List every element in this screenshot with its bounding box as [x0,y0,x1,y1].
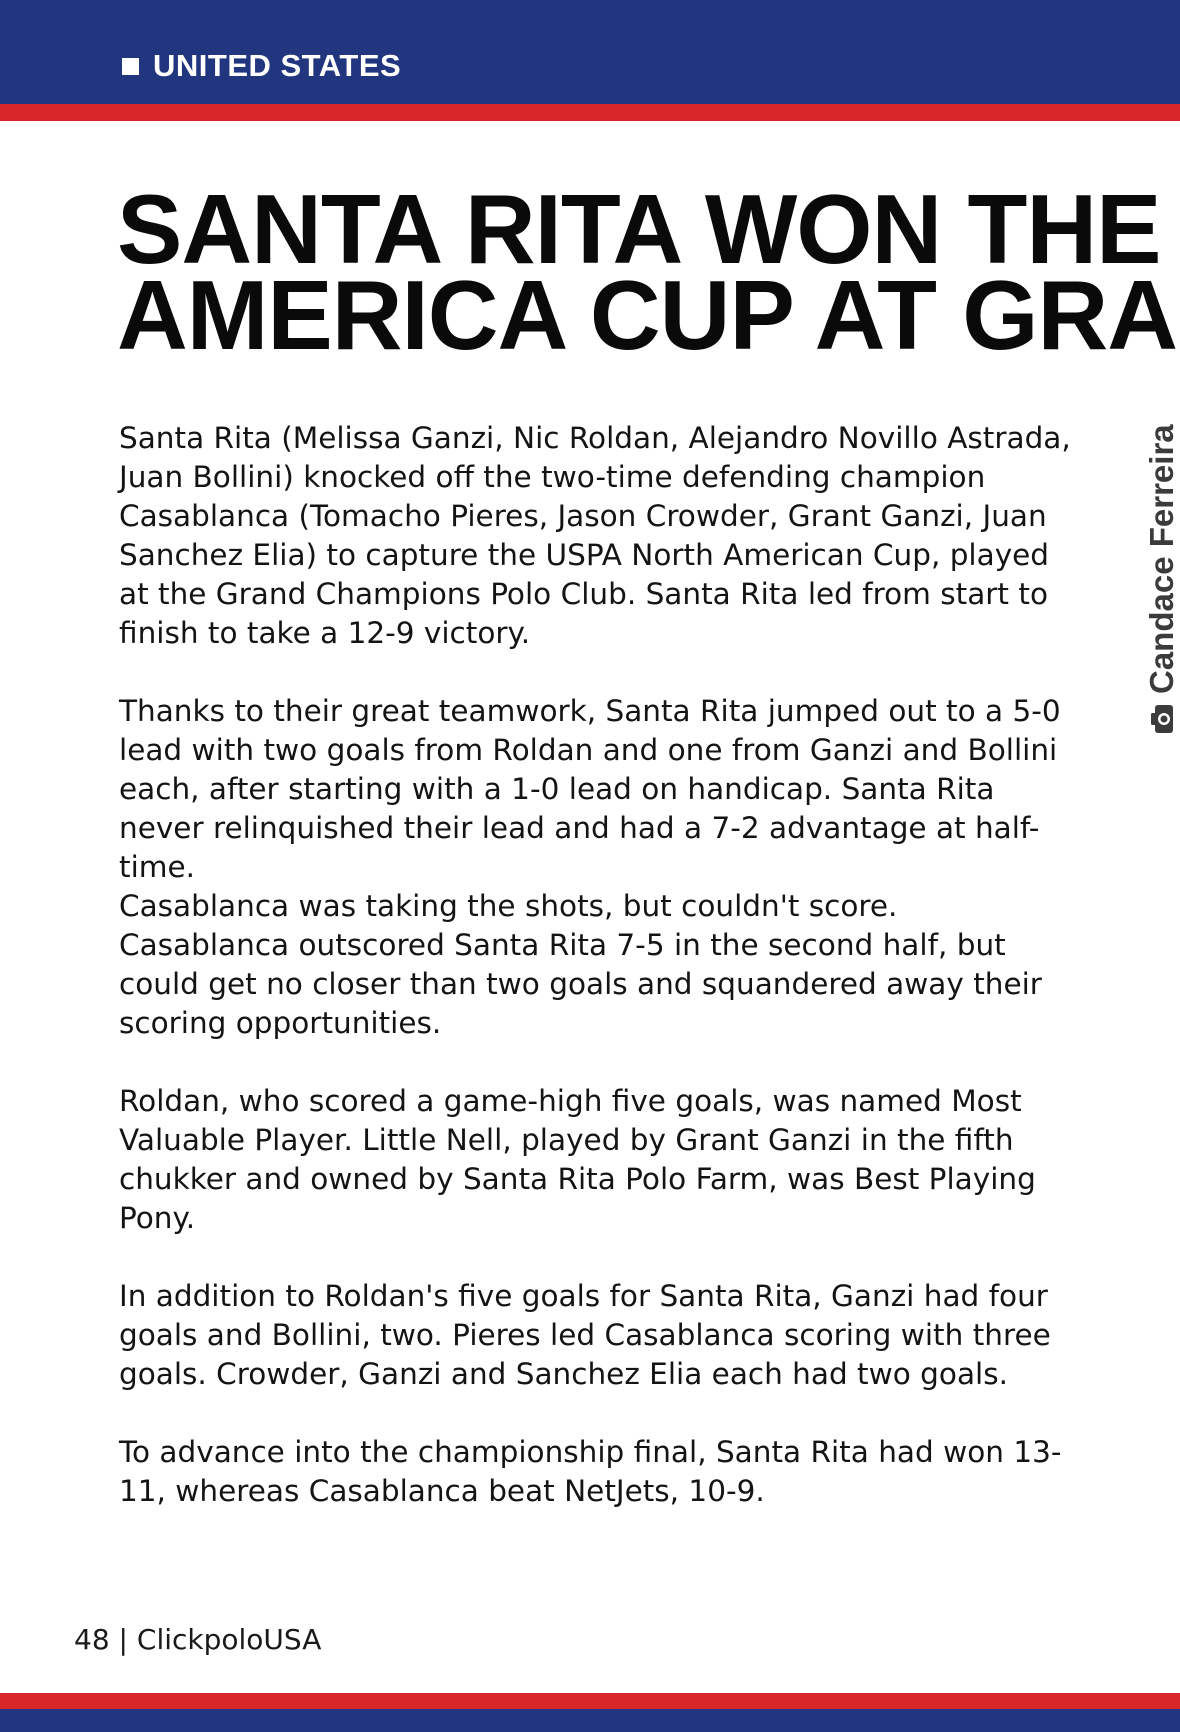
photographer-name: Candace Ferreira [1143,424,1180,694]
paragraph: Thanks to their great teamwork, Santa Rita jumped out to a 5-0 lead with two goals from Roldan and one from Ganzi and Bollini each, after starting with a 1-0 lead on handicap. Santa Rita never relinquished their lead and had a 7-2 advantage at half-time. [119,694,1061,884]
paragraph: Casablanca was taking the shots, but couldn't score. [119,889,898,923]
footer-band [0,1709,1180,1732]
page-footer [74,1623,321,1656]
section-label [122,46,401,86]
header-red-stripe [0,104,1180,121]
article-headline [117,186,1180,358]
headline-line-2: AMERICA CUP AT GRA [117,260,1177,358]
headline-line-1: SANTA RITA WON THE [117,186,1161,284]
paragraph: Santa Rita (Melissa Ganzi, Nic Roldan, Alejandro Novillo Astrada, Juan Bollini) knocked off the two-time defending champion Casablanca (Tomacho Pieres, Jason Crowder, Grant Ganzi, Juan Sanchez Elia) to capture the USPA North American Cup, played at the Grand Champions Polo Club. Santa Rita led from start to finish to take a 12-9 victory. [119,421,1071,650]
photo-credit [1140,404,1180,734]
article-body [119,419,1079,1550]
footer-separator: | [118,1623,128,1656]
paragraph: To advance into the championship final, Santa Rita had won 13-11, whereas Casablanca beat NetJets, 10-9. [119,1435,1062,1508]
camera-icon [1150,704,1174,734]
page-number: 48 [74,1623,110,1656]
publication-name: ClickpoloUSA [136,1623,322,1656]
footer-red-stripe [0,1693,1180,1709]
paragraph: In addition to Roldan's five goals for Santa Rita, Ganzi had four goals and Bollini, two. Pieres led Casablanca scoring with three goals. Crowder, Ganzi and Sanchez Elia each had two goals. [119,1279,1051,1391]
section-name: UNITED STATES [153,48,402,83]
paragraph: Roldan, who scored a game-high five goals, was named Most Valuable Player. Little Nell, played by Grant Ganzi in the fifth chukker and owned by Santa Rita Polo Farm, was Best Playing Pony. [119,1084,1036,1235]
paragraph: Casablanca outscored Santa Rita 7-5 in the second half, but could get no closer than two goals and squandered away their scoring opportunities. [119,928,1042,1040]
square-bullet-icon [122,58,139,75]
